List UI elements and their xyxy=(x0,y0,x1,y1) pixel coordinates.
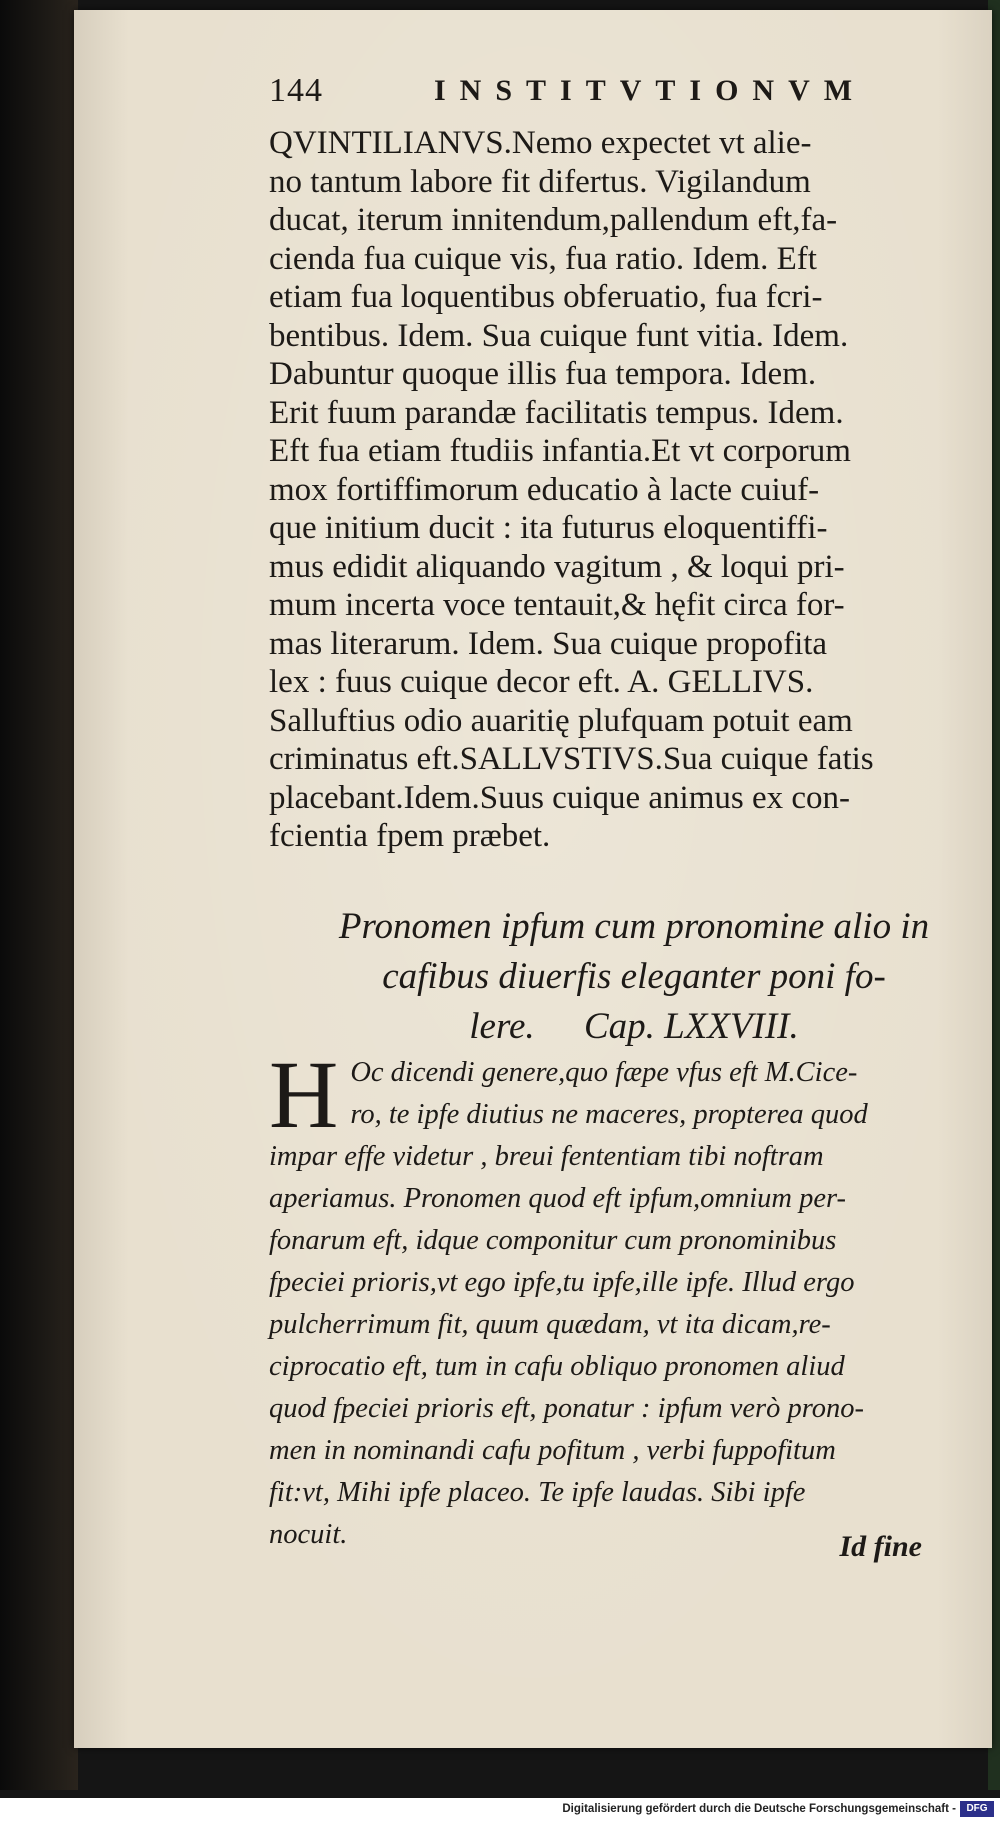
funding-notice: Digitalisierung gefördert durch die Deutsche Forschungsgemeinschaft - xyxy=(562,1803,956,1815)
text-line: fcientia fpem præbet. xyxy=(269,818,551,854)
text-line: no tantum labore fit difertus. Vigilandum xyxy=(269,163,811,200)
text-line: men in nominandi cafu pofitum , verbi fuppofitum xyxy=(269,1435,836,1466)
text-line: fonarum eft, idque componitur cum pronominibus xyxy=(269,1225,837,1256)
text-line: ro, te ipfe diutius ne maceres, propterea quod xyxy=(350,1099,868,1130)
text-line: mas literarum. Idem. Sua cuique propofita xyxy=(269,625,828,662)
text-line: cienda fua cuique vis, fua ratio. Idem. Eft xyxy=(269,240,817,277)
running-head: INSTITVTIONVM xyxy=(434,74,867,107)
text-line: ciprocatio eft, tum in cafu obliquo pronomen aliud xyxy=(269,1351,845,1382)
book-page xyxy=(74,10,992,1748)
book-spine-shadow xyxy=(0,0,78,1790)
page-header xyxy=(269,72,909,116)
text-line: placebant.Idem.Suus cuique animus ex con- xyxy=(269,779,850,816)
drop-cap: H xyxy=(269,1041,339,1148)
text-line: ducat, iterum innitendum,pallendum eft,fa- xyxy=(269,202,838,238)
digitization-footer xyxy=(0,1798,1000,1822)
heading-line: cafibus diuerfis eleganter poni fo- xyxy=(382,956,886,997)
text-line: impar effe videtur , breui fententiam tibi noftram xyxy=(269,1141,824,1172)
text-line: que initium ducit : ita futurus eloquentiffi- xyxy=(269,510,828,546)
text-line: fit:vt, Mihi ipfe placeo. Te ipfe laudas. Sibi ipfe xyxy=(269,1477,806,1508)
text-line: Salluftius odio auaritię plufquam potuit eam xyxy=(269,702,853,739)
text-line: QVINTILIANVS.Nemo expectet vt alie- xyxy=(269,125,812,161)
italic-text-block xyxy=(269,1041,999,1556)
text-line: lex : fuus cuique decor eft. A. GELLIVS. xyxy=(269,664,814,700)
text-line: etiam fua loquentibus obferuatio, fua fcri- xyxy=(269,279,823,315)
text-line: mus edidit aliquando vagitum , & loqui pri- xyxy=(269,548,845,585)
heading-line-final xyxy=(269,1002,999,1052)
text-line: nocuit. xyxy=(269,1519,348,1550)
roman-text-block xyxy=(269,124,999,856)
text-line: fpeciei prioris,vt ego ipfe,tu ipfe,ille ipfe. Illud ergo xyxy=(269,1267,855,1298)
heading-line: lere. xyxy=(469,1006,535,1047)
text-line: Eft fua etiam ftudiis infantia.Et vt corporum xyxy=(269,433,851,469)
text-line: pulcherrimum fit, quum quædam, vt ita dicam,re- xyxy=(269,1309,831,1340)
text-line: criminatus eft.SALLVSTIVS.Sua cuique fatis xyxy=(269,741,874,777)
text-line: mum incerta voce tentauit,& hęfit circa for- xyxy=(269,587,845,623)
text-line: Oc dicendi genere,quo fæpe vfus eft M.Cice- xyxy=(350,1057,858,1088)
text-line: Dabuntur quoque illis fua tempora. Idem. xyxy=(269,356,817,392)
chapter-number: Cap. LXXVIII. xyxy=(583,1006,799,1047)
text-line: bentibus. Idem. Sua cuique funt vitia. Idem. xyxy=(269,317,849,354)
text-line: mox fortiffimorum educatio à lacte cuiuf- xyxy=(269,471,820,508)
chapter-heading xyxy=(269,902,999,1052)
heading-line: Pronomen ipfum cum pronomine alio in xyxy=(338,906,930,947)
text-line: Erit fuum parandæ facilitatis tempus. Idem. xyxy=(269,394,844,431)
dfg-logo: DFG xyxy=(960,1801,994,1817)
page-number: 144 xyxy=(269,72,323,109)
text-line: quod fpeciei prioris eft, ponatur : ipfum verò prono- xyxy=(269,1393,865,1424)
text-line: aperiamus. Pronomen quod eft ipfum,omnium per- xyxy=(269,1183,847,1214)
catchword: Id fine xyxy=(839,1530,922,1563)
